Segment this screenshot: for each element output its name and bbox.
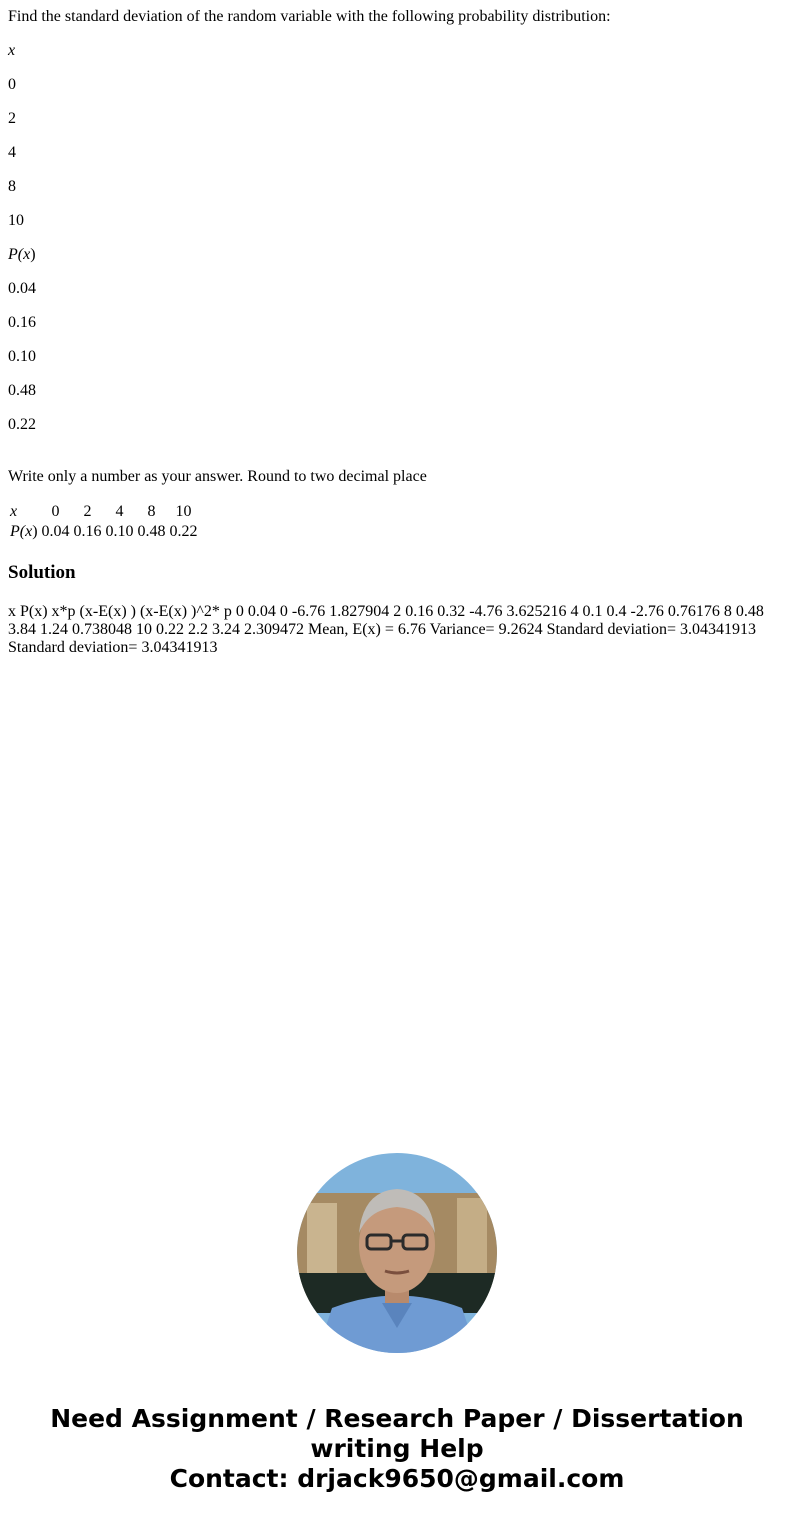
x-header [8,42,15,60]
table-cell-px: 0.10 [105,523,134,540]
question-prompt: Find the standard deviation of the random variable with the following probability distribution: [8,8,611,25]
avatar [297,1153,497,1353]
table-cell-x: 4 [115,503,124,520]
table-row-px [8,522,200,542]
x-variable: x [8,42,16,59]
x-value: 10 [8,212,24,229]
footer-line: Need Assignment / Research Paper / Dissertation [50,1404,744,1433]
solution-heading: Solution [8,562,76,583]
footer-banner [0,1404,794,1494]
footer-contact: Contact: drjack9650@gmail.com [169,1464,625,1493]
table-cell-x: 10 [175,503,192,520]
table-cell-px: 0.48 [137,523,166,540]
x-value: 2 [8,110,16,127]
table-cell-px: 0.16 [73,523,102,540]
px-header [8,246,36,264]
px-value: 0.04 [8,280,36,297]
table-cell-x: 8 [147,503,156,520]
table-x-label: x [10,503,18,520]
table-cell-x: 0 [51,503,60,520]
answer-instruction: Write only a number as your answer. Round to two decimal place [8,468,427,485]
px-value: 0.22 [8,416,36,433]
solution-body: x P(x) x*p (x-E(x) ) (x-E(x) )^2* p 0 0.04 0 -6.76 1.827904 2 0.16 0.32 -4.76 3.625216 4 0.1 0.4 -2.76 0.76176 8 0.48 3.84 1.24 0.738048 10 0.22 2.2 3.24 2.309472 Mean, E(x) = 6.76 Variance= 9.2624 Standard deviation= 3.04341913 Standard deviation= 3.04341913 [8,603,764,656]
px-value: 0.10 [8,348,36,365]
distribution-table [8,502,200,542]
px-suffix: ) [30,246,36,263]
x-value: 4 [8,144,16,161]
table-row-x [8,502,200,522]
x-value: 0 [8,76,16,93]
x-value: 8 [8,178,16,195]
px-value: 0.16 [8,314,36,331]
table-px-label: P(x) [10,523,38,540]
table-cell-px: 0.22 [169,523,198,540]
footer-line: writing Help [310,1434,484,1463]
px-value: 0.48 [8,382,36,399]
avatar-photo-icon [297,1153,497,1353]
table-cell-x: 2 [83,503,92,520]
px-variable: x [23,246,31,263]
px-prefix: P( [8,246,24,263]
table-cell-px: 0.04 [41,523,70,540]
